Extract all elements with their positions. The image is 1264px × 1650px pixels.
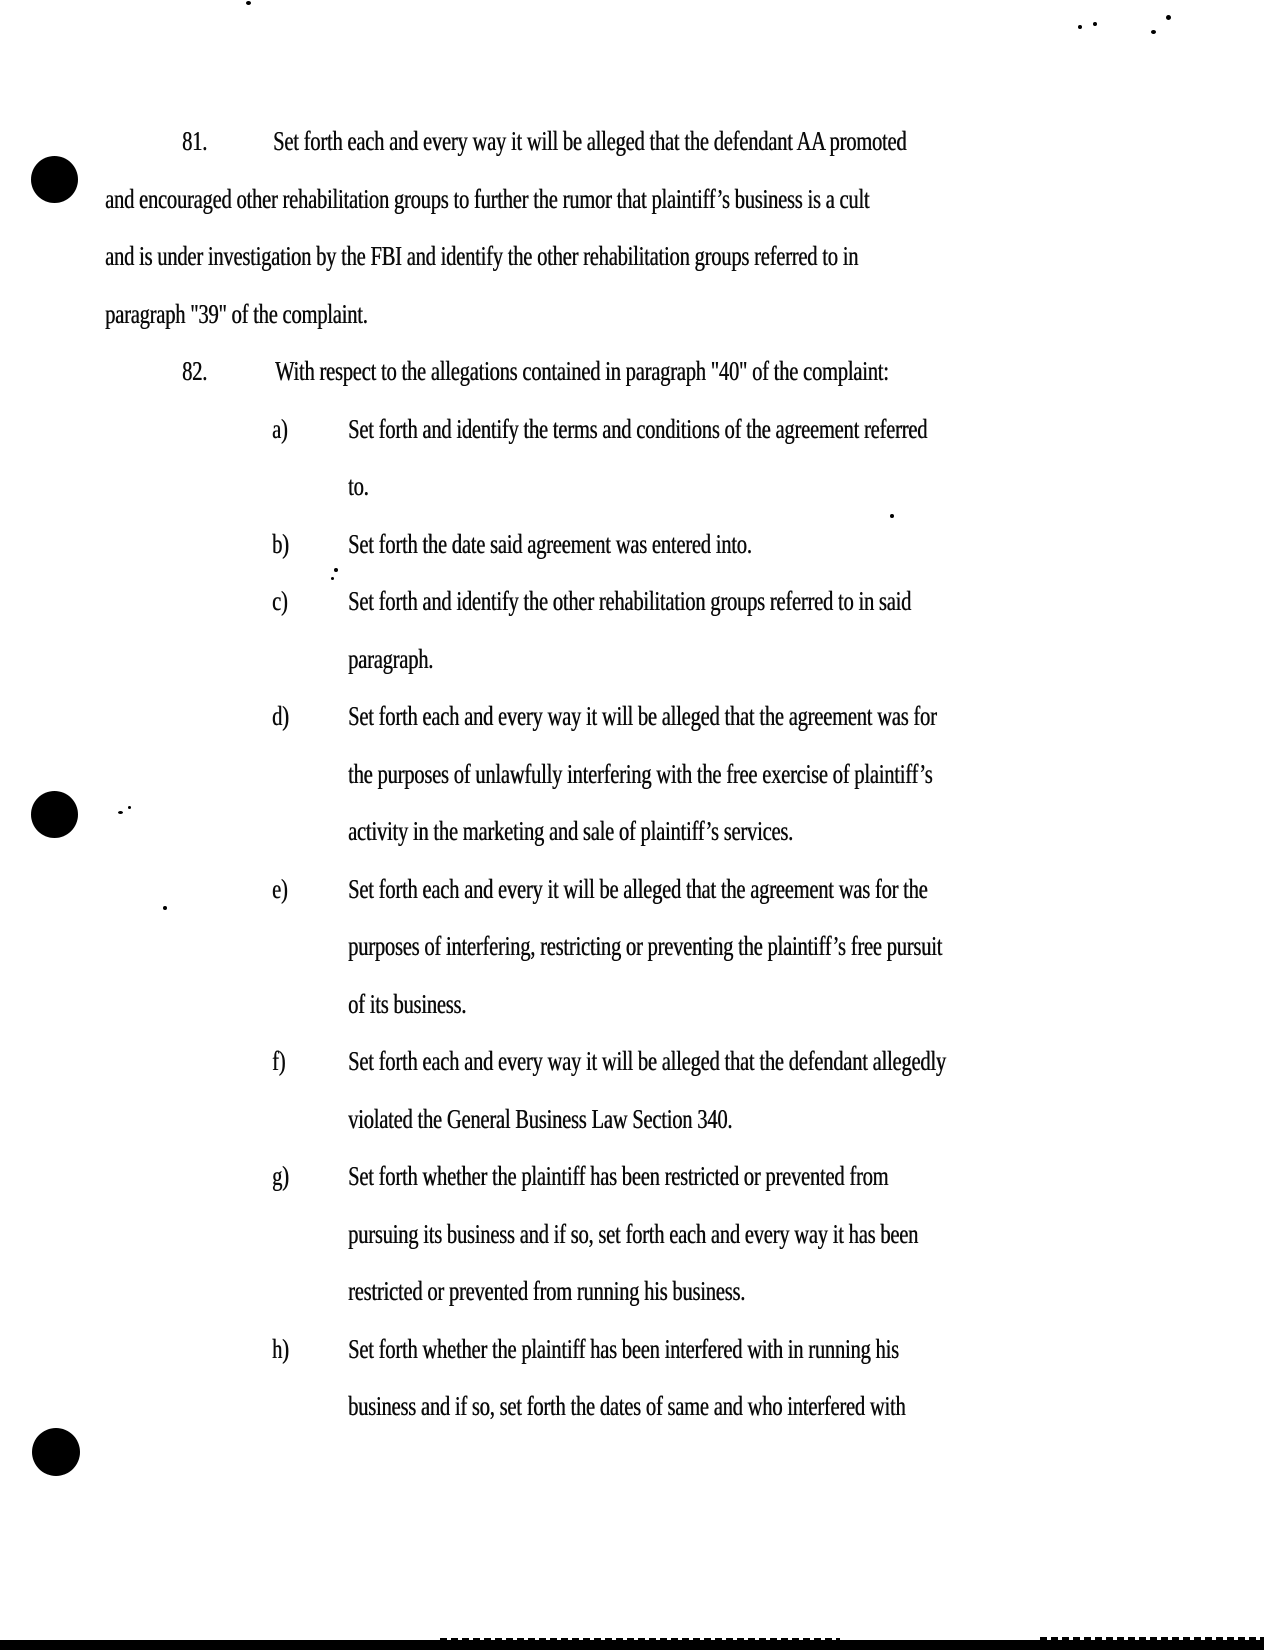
scan-speck [1151, 30, 1156, 34]
item-text-line: restricted or prevented from running his business. [348, 1277, 746, 1307]
scan-speck [334, 568, 338, 572]
item-letter: e) [272, 875, 288, 905]
text-line [0, 873, 1264, 908]
scan-speck [1093, 22, 1097, 26]
paragraph-text-line: Set forth each and every way it will be alleged that the defendant AA promoted [273, 127, 907, 157]
scan-speck [118, 811, 123, 814]
text-line [0, 700, 1264, 735]
item-text-line: Set forth and identify the terms and conditions of the agreement referred [348, 415, 928, 445]
text-line [0, 1218, 1264, 1253]
text-line [0, 240, 1264, 275]
item-letter: h) [272, 1335, 289, 1365]
item-letter: c) [272, 587, 288, 617]
text-line [0, 528, 1264, 563]
item-text-line: Set forth each and every way it will be alleged that the defendant allegedly [348, 1047, 946, 1077]
scan-speck [890, 514, 894, 518]
text-line [0, 988, 1264, 1023]
item-text-line: violated the General Business Law Section 340. [348, 1105, 733, 1135]
text-line [0, 585, 1264, 620]
item-letter: a) [272, 415, 288, 445]
item-letter: f) [272, 1047, 286, 1077]
item-text-line: Set forth whether the plaintiff has been interfered with in running his [348, 1335, 899, 1365]
item-letter: g) [272, 1162, 289, 1192]
text-line [0, 643, 1264, 678]
text-line [0, 815, 1264, 850]
item-text-line: Set forth and identify the other rehabilitation groups referred to in said [348, 587, 912, 617]
item-text-line: business and if so, set forth the dates of same and who interfered with [348, 1392, 906, 1422]
item-text-line: the purposes of unlawfully interfering with the free exercise of plaintiff’s [348, 760, 933, 790]
text-line [0, 1275, 1264, 1310]
item-text-line: Set forth each and every it will be alleged that the agreement was for the [348, 875, 928, 905]
text-line [0, 355, 1264, 390]
text-line [0, 413, 1264, 448]
item-letter: d) [272, 702, 289, 732]
scan-speck [1166, 15, 1171, 20]
item-text-line: Set forth the date said agreement was entered into. [348, 530, 752, 560]
text-line [0, 470, 1264, 505]
scan-speck [1078, 25, 1082, 29]
paragraph-text-line: paragraph "39" of the complaint. [105, 300, 368, 330]
paragraph-number: 81. [182, 127, 208, 157]
item-text-line: paragraph. [348, 645, 434, 675]
item-text-line: Set forth whether the plaintiff has been restricted or prevented from [348, 1162, 889, 1192]
text-line [0, 1160, 1264, 1195]
item-text-line: purposes of interfering, restricting or preventing the plaintiff’s free pursuit [348, 932, 943, 962]
text-line [0, 183, 1264, 218]
text-line [0, 1103, 1264, 1138]
item-text-line: of its business. [348, 990, 467, 1020]
scan-speck [128, 806, 131, 809]
text-line [0, 930, 1264, 965]
paragraph-text-line: and encouraged other rehabilitation groups to further the rumor that plaintiff’s business is a cult [105, 185, 870, 215]
hole-punch-dot [32, 1428, 80, 1476]
item-text-line: pursuing its business and if so, set forth each and every way it has been [348, 1220, 919, 1250]
text-line [0, 758, 1264, 793]
paragraph-text-line: With respect to the allegations contained in paragraph "40" of the complaint: [275, 357, 889, 387]
scan-speck [246, 1, 251, 5]
item-text-line: to. [348, 472, 369, 502]
text-line [0, 1390, 1264, 1425]
text-line [0, 125, 1264, 160]
text-line [0, 1333, 1264, 1368]
item-text-line: Set forth each and every way it will be alleged that the agreement was for [348, 702, 937, 732]
scan-speck [331, 577, 334, 580]
scan-edge-bar [0, 1640, 1264, 1650]
paragraph-text-line: and is under investigation by the FBI and identify the other rehabilitation groups referred to in [105, 242, 859, 272]
paragraph-number: 82. [182, 357, 208, 387]
text-line [0, 298, 1264, 333]
item-letter: b) [272, 530, 289, 560]
item-text-line: activity in the marketing and sale of plaintiff’s services. [348, 817, 793, 847]
text-line [0, 1045, 1264, 1080]
